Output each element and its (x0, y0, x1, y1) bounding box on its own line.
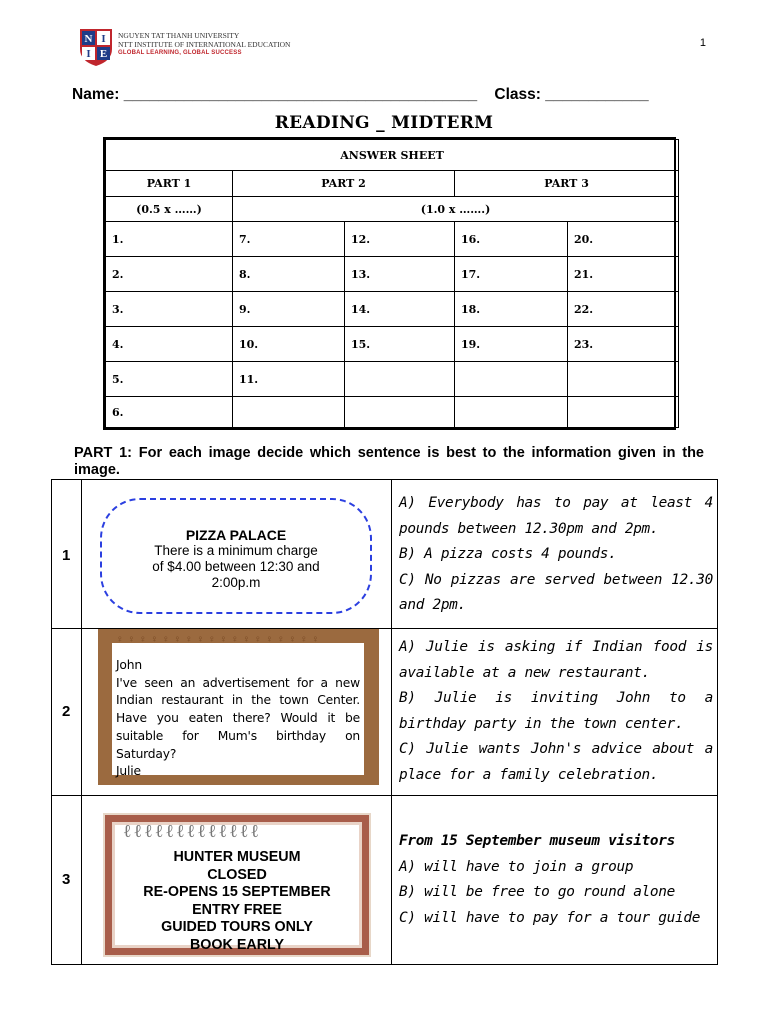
notice-line: ENTRY FREE (192, 901, 282, 918)
answer-cell[interactable]: 1. (106, 222, 233, 257)
name-label: Name: (72, 86, 120, 103)
answer-cell[interactable]: 13. (345, 257, 455, 292)
option-a[interactable]: A) Julie is asking if Indian food is available at a new restaurant. (399, 639, 713, 681)
notice-line: CLOSED (207, 866, 267, 883)
name-class-line (72, 86, 649, 104)
answer-cell[interactable]: 3. (106, 292, 233, 327)
grid-divider (391, 479, 392, 965)
page-number: 1 (699, 37, 706, 49)
hunter-museum-notice (103, 813, 371, 957)
notice-text (105, 849, 369, 955)
answer-cell[interactable] (345, 397, 455, 428)
q3-options (399, 829, 713, 931)
logo-letter-i1: I (101, 33, 106, 45)
answer-cell[interactable]: 8. (233, 257, 345, 292)
note-line: I've seen an advertisement for a new Indian restaurant in the town Center. Have you eaten there? Would it be suitable for Mum's birthday on Saturday? (116, 675, 360, 761)
answer-cell[interactable] (345, 362, 455, 397)
notice-line: RE-OPENS 15 SEPTEMBER (143, 884, 331, 901)
q2-options (399, 635, 713, 788)
grid-divider (81, 479, 82, 965)
answer-sheet-heading: ANSWER SHEET (106, 140, 679, 171)
question-number: 1 (62, 547, 71, 564)
option-c[interactable]: C) Julie wants John's advice about a place for a family celebration. (399, 741, 713, 783)
notice-line: HUNTER MUSEUM (173, 849, 301, 865)
answer-cell[interactable]: 23. (568, 327, 679, 362)
corkboard-note (98, 629, 379, 785)
answer-cell[interactable]: 9. (233, 292, 345, 327)
answer-cell[interactable]: 5. (106, 362, 233, 397)
answer-cell[interactable]: 18. (455, 292, 568, 327)
note-text (116, 657, 360, 781)
option-b[interactable]: B) will be free to go round alone (399, 884, 676, 900)
answer-cell[interactable] (455, 362, 568, 397)
answer-cell[interactable]: 22. (568, 292, 679, 327)
answer-cell[interactable]: 21. (568, 257, 679, 292)
sign-title: PIZZA PALACE (185, 527, 287, 543)
note-paper (112, 643, 364, 779)
org-line1: NGUYEN TAT THANH UNIVERSITY (118, 31, 240, 40)
option-c[interactable]: C) No pizzas are served between 12.30 and 2pm. (399, 571, 713, 613)
page-title: READING _ MIDTERM (274, 113, 494, 133)
grid-divider (51, 795, 718, 796)
logo-letter-i2: I (86, 48, 91, 60)
answer-cell[interactable] (233, 397, 345, 428)
answer-sheet (103, 137, 676, 430)
answer-cell[interactable]: 20. (568, 222, 679, 257)
q1-options (399, 491, 713, 619)
option-b[interactable]: B) A pizza costs 4 pounds. (399, 546, 617, 562)
pizza-palace-sign (100, 498, 372, 614)
answer-cell[interactable]: 6. (106, 397, 233, 428)
class-label: Class: (494, 86, 541, 103)
org-slogan: GLOBAL LEARNING, GLOBAL SUCCESS (118, 50, 242, 56)
answer-cell[interactable] (455, 397, 568, 428)
answer-cell[interactable]: 12. (345, 222, 455, 257)
niie-logo (78, 27, 114, 67)
question-stem: From 15 September museum visitors (399, 833, 676, 849)
institution-name (118, 31, 290, 58)
part23-score: (1.0 x …….) (233, 197, 679, 222)
logo-letter-n: N (84, 33, 93, 45)
logo-letter-e: E (99, 48, 108, 60)
class-blank[interactable]: ____________ (545, 86, 649, 103)
option-b[interactable]: B) Julie is inviting John to a birthday party in the town center. (399, 690, 713, 732)
answer-cell[interactable]: 19. (455, 327, 568, 362)
notice-line: BOOK EARLY (189, 936, 284, 953)
note-binding-rings: ♀♀♀♀♀♀♀♀♀♀♀♀♀♀♀♀♀♀ (116, 634, 323, 645)
answer-cell[interactable] (568, 362, 679, 397)
part1-header: PART 1 (106, 171, 233, 197)
answer-cell[interactable]: 15. (345, 327, 455, 362)
note-line: John (116, 658, 142, 672)
answer-cell[interactable]: 2. (106, 257, 233, 292)
answer-cell[interactable]: 11. (233, 362, 345, 397)
sign-line: 2:00p.m (211, 575, 261, 590)
notice-line: GUIDED TOURS ONLY (161, 919, 313, 936)
answer-cell[interactable]: 14. (345, 292, 455, 327)
question-number: 2 (62, 703, 71, 720)
answer-cell[interactable] (568, 397, 679, 428)
option-a[interactable]: A) Everybody has to pay at least 4 pounds between 12.30pm and 2pm. (399, 495, 713, 537)
sign-line: There is a minimum charge (154, 543, 318, 558)
note-line: Julie (116, 764, 141, 779)
notice-binding-rings: ℓℓℓℓℓℓℓℓℓℓℓℓℓ (123, 821, 262, 842)
name-blank[interactable]: _________________________________________ (123, 86, 478, 103)
part1-score: (0.5 x ……) (106, 197, 233, 222)
option-a[interactable]: A) will have to join a group (399, 858, 634, 875)
answer-cell[interactable]: 4. (106, 327, 233, 362)
answer-cell[interactable]: 7. (233, 222, 345, 257)
answer-cell[interactable]: 16. (455, 222, 568, 257)
option-c[interactable]: C) will have to pay for a tour guide (399, 909, 701, 926)
question-number: 3 (62, 871, 71, 888)
part2-header: PART 2 (233, 171, 455, 197)
sign-line: of $4.00 between 12:30 and (152, 559, 320, 574)
answer-cell[interactable]: 10. (233, 327, 345, 362)
part1-instruction: PART 1: For each image decide which sentence is best to the information given in the image. (74, 445, 704, 478)
answer-cell[interactable]: 17. (455, 257, 568, 292)
part3-header: PART 3 (455, 171, 679, 197)
org-line2: NTT INSTITUTE OF INTERNATIONAL EDUCATION (118, 40, 291, 49)
